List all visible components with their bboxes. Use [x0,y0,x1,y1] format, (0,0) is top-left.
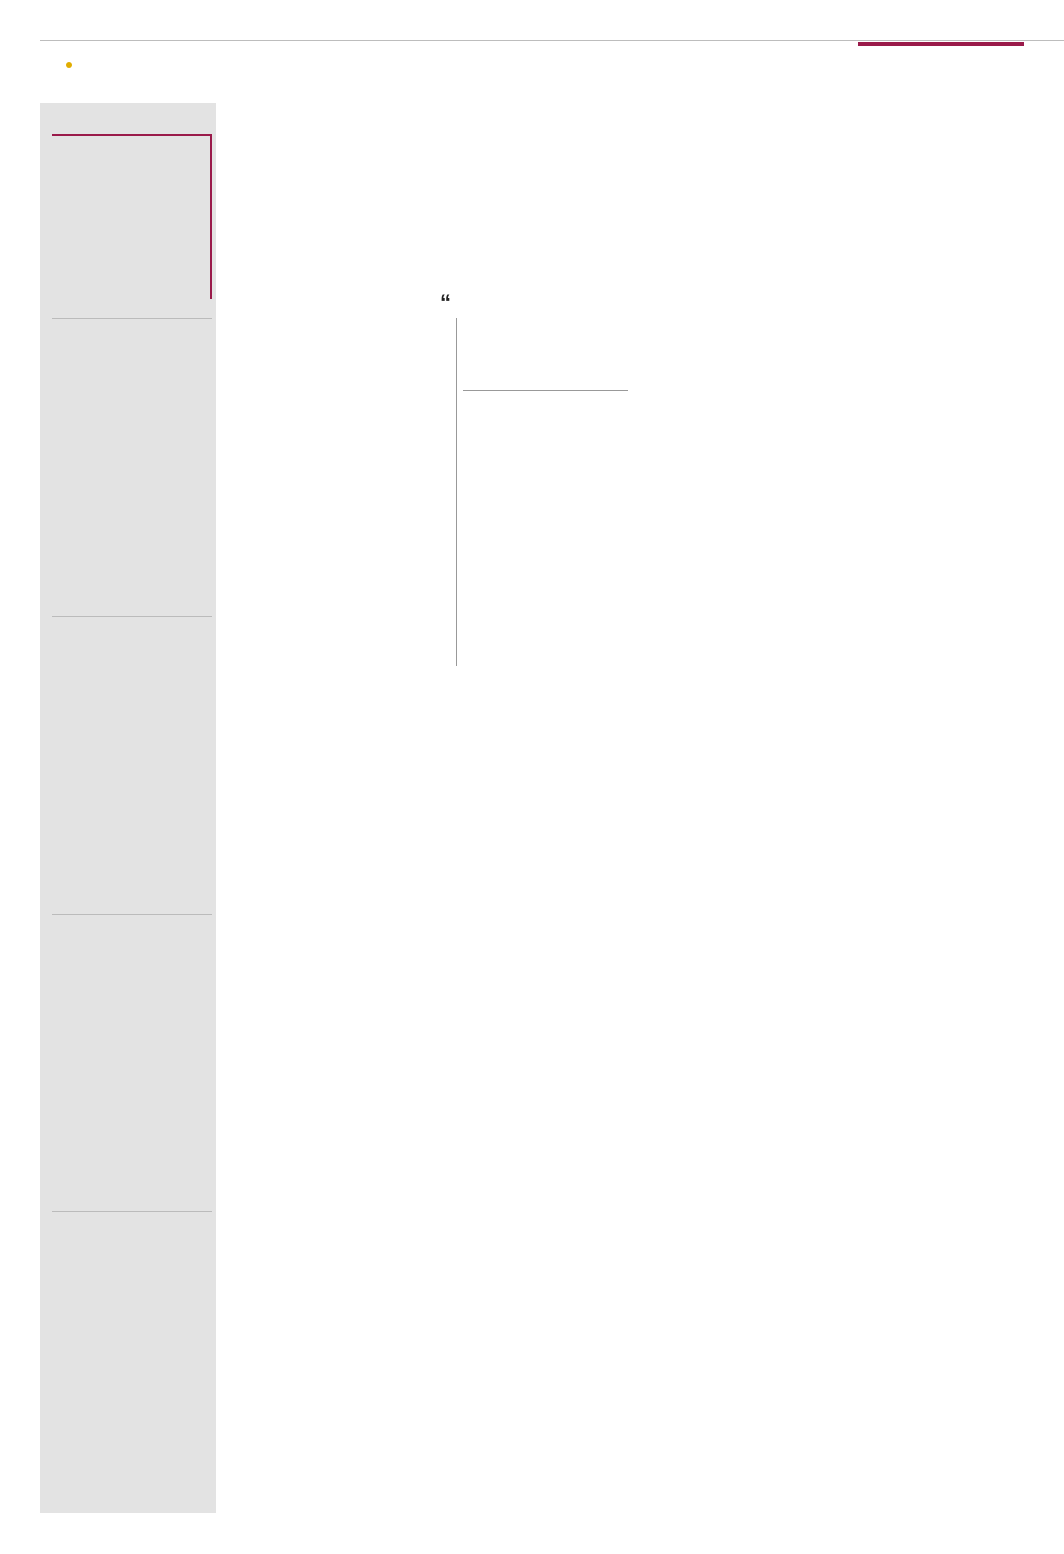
section-bar [858,42,1024,46]
sidebar-divider [52,914,212,915]
header-rule [40,40,1064,41]
sidebar-divider [52,318,212,319]
opinion-quote-icon: “ [440,290,451,315]
breves-rule [52,134,212,136]
opinion-divider [463,390,628,391]
breves-sidebar [40,103,216,1513]
logo-dot [66,62,72,68]
breves-vertical-rule [210,134,212,299]
opinion-rule [456,318,457,666]
sidebar-divider [52,616,212,617]
sidebar-divider [52,1211,212,1212]
